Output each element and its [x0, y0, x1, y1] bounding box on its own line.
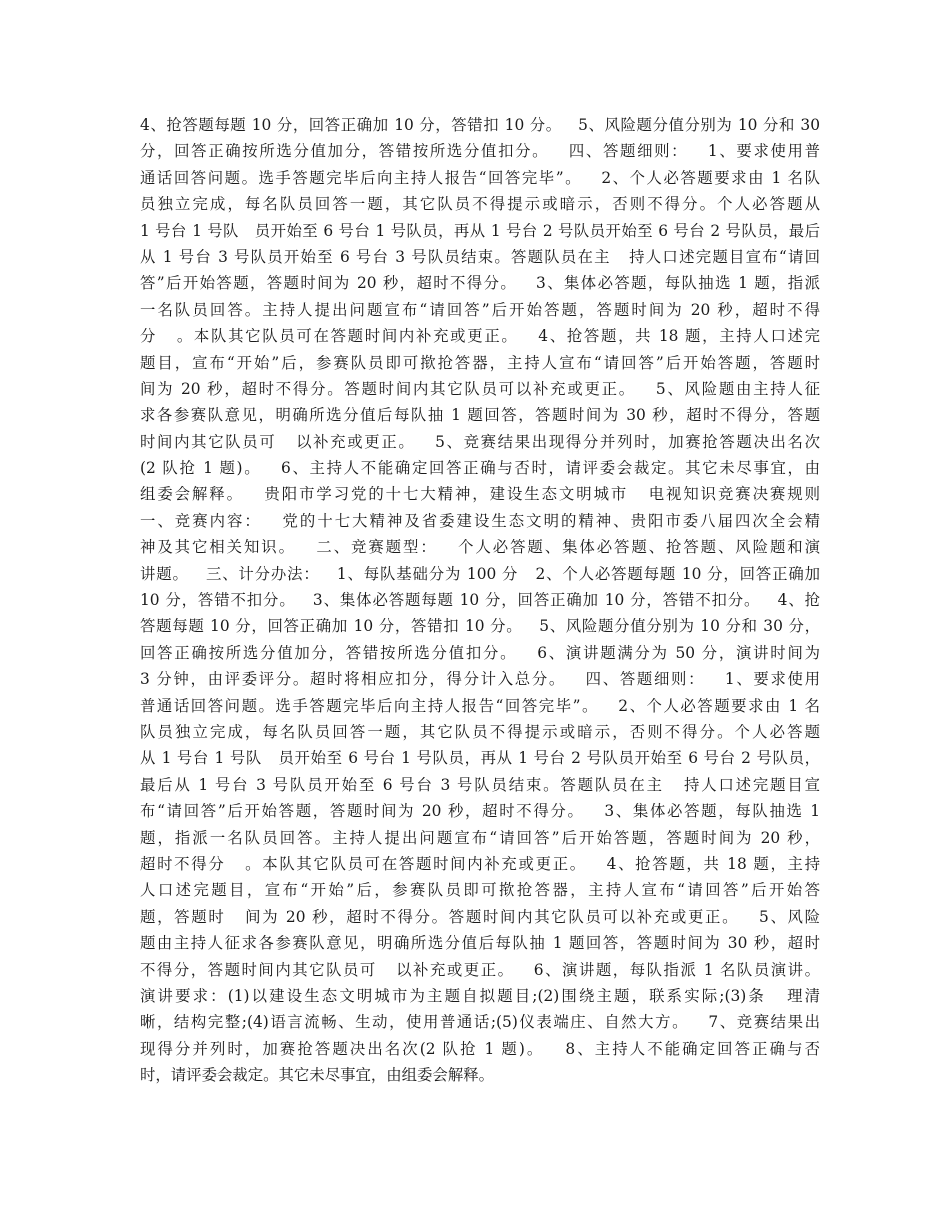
text-line: 答”后开始答题，答题时间为 20 秒，超时不得分。 3、集体必答题，每队抽选 1 题，指派: [140, 274, 820, 293]
text-line: 答题每题 10 分，回答正确加 10 分，答错扣 10 分。 5、风险题分值分别为 10 分和 30 分，: [140, 617, 820, 636]
document-body: [140, 112, 820, 1088]
text-line: 从 1 号台 3 号队员开始至 6 号台 3 号队员结束。答题队员在主 持人口述完题目宣布“请回: [140, 247, 820, 266]
text-line: 人口述完题目，宣布“开始”后，参赛队员即可揿抢答器，主持人宣布“请回答”后开始答: [140, 881, 820, 900]
text-line: 时，请评委会裁定。其它未尽事宜，由组委会解释。: [140, 1066, 494, 1085]
text-line: 时间内其它队员可 以补充或更正。 5、竞赛结果出现得分并列时，加赛抢答题决出名次: [140, 432, 820, 451]
text-line: 晰，结构完整;(4)语言流畅、生动，使用普通话;(5)仪表端庄、自然大方。 7、竞赛结果出: [140, 1013, 820, 1032]
text-line: 题由主持人征求各参赛队意见，明确所选分值后每队抽 1 题回答，答题时间为 30 秒，超时: [140, 934, 820, 953]
text-line: 演讲要求：(1)以建设生态文明城市为主题自拟题目;(2)围绕主题，联系实际;(3)条 理清: [140, 986, 820, 1005]
text-line: 分，回答正确按所选分值加分，答错按所选分值扣分。 四、答题细则： 1、要求使用普: [140, 142, 820, 161]
text-line: 不得分，答题时间内其它队员可 以补充或更正。 6、演讲题，每队指派 1 名队员演讲。: [140, 960, 820, 979]
text-line: 组委会解释。 贵阳市学习党的十七大精神，建设生态文明城市 电视知识竞赛决赛规则: [140, 485, 820, 504]
text-line: 题目，宣布“开始”后，参赛队员即可揿抢答器，主持人宣布“请回答”后开始答题，答题时: [140, 353, 820, 372]
text-line: 10 分，答错不扣分。 3、集体必答题每题 10 分，回答正确加 10 分，答错不扣分。 4、抢: [140, 591, 820, 610]
text-line: 回答正确按所选分值加分，答错按所选分值扣分。 6、演讲题满分为 50 分，演讲时间为: [140, 643, 820, 662]
text-line: 从 1 号台 1 号队 员开始至 6 号台 1 号队员，再从 1 号台 2 号队员开始至 6 号台 2 号队员，: [140, 749, 820, 768]
text-line: 1 号台 1 号队 员开始至 6 号台 1 号队员，再从 1 号台 2 号队员开始至 6 号台 2 号队员，最后: [140, 221, 820, 240]
text-line: 求各参赛队意见，明确所选分值后每队抽 1 题回答，答题时间为 30 秒，超时不得分，答题: [140, 406, 820, 425]
text-line: 分 。本队其它队员可在答题时间内补充或更正。 4、抢答题，共 18 题，主持人口述完: [140, 327, 820, 346]
text-line: (2 队抢 1 题)。 6、主持人不能确定回答正确与否时，请评委会裁定。其它未尽事宜，由: [140, 459, 820, 478]
text-line: 4、抢答题每题 10 分，回答正确加 10 分，答错扣 10 分。 5、风险题分值分别为 10 分和 30: [140, 116, 820, 134]
text-line: 题，答题时 间为 20 秒，超时不得分。答题时间内其它队员可以补充或更正。 5、风险: [140, 907, 820, 926]
text-line: 一名队员回答。主持人提出问题宣布“请回答”后开始答题，答题时间为 20 秒，超时不得: [140, 300, 820, 319]
text-line: 普通话回答问题。选手答题完毕后向主持人报告“回答完毕”。 2、个人必答题要求由 1 名: [140, 696, 820, 715]
text-line: 布“请回答”后开始答题，答题时间为 20 秒，超时不得分。 3、集体必答题，每队抽选 1: [140, 802, 820, 821]
text-line: 超时不得分 。本队其它队员可在答题时间内补充或更正。 4、抢答题，共 18 题，主持: [140, 854, 820, 873]
text-line: 现得分并列时，加赛抢答题决出名次(2 队抢 1 题)。 8、主持人不能确定回答正确与否: [140, 1039, 820, 1058]
text-line: 员独立完成，每名队员回答一题，其它队员不得提示或暗示，否则不得分。个人必答题从: [140, 195, 820, 214]
text-line: 3 分钟，由评委评分。超时将相应扣分，得分计入总分。 四、答题细则： 1、要求使用: [140, 670, 820, 689]
text-line: 最后从 1 号台 3 号队员开始至 6 号台 3 号队员结束。答题队员在主 持人口述完题目宣: [140, 775, 820, 794]
text-line: 队员独立完成，每名队员回答一题，其它队员不得提示或暗示，否则不得分。个人必答题: [140, 722, 820, 741]
text-line: 神及其它相关知识。 二、竞赛题型： 个人必答题、集体必答题、抢答题、风险题和演: [140, 538, 820, 557]
text-line: 一、竞赛内容： 党的十七大精神及省委建设生态文明的精神、贵阳市委八届四次全会精: [140, 511, 820, 530]
text-line: 题，指派一名队员回答。主持人提出问题宣布“请回答”后开始答题，答题时间为 20 秒，: [140, 828, 820, 847]
text-line: 间为 20 秒，超时不得分。答题时间内其它队员可以补充或更正。 5、风险题由主持人征: [140, 379, 820, 398]
text-line: 通话回答问题。选手答题完毕后向主持人报告“回答完毕”。 2、个人必答题要求由 1 名队: [140, 168, 820, 187]
text-line: 讲题。 三、计分办法： 1、每队基础分为 100 分 2、个人必答题每题 10 分，回答正确加: [140, 564, 820, 583]
